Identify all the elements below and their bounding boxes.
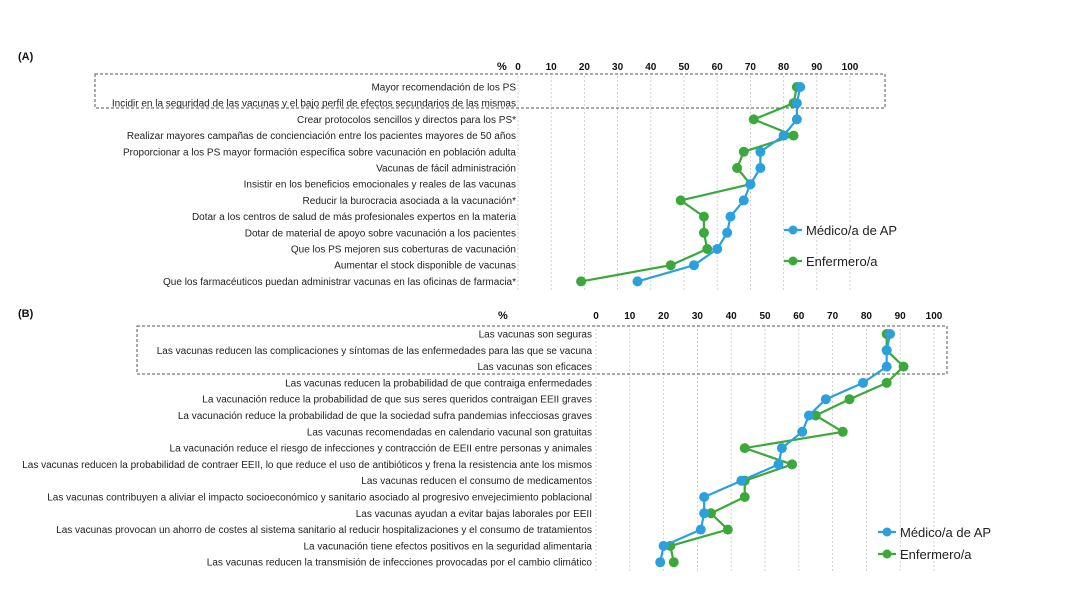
data-point-a-enfermero-7 (676, 195, 686, 205)
data-point-a-medico-1 (792, 98, 802, 108)
data-point-b-medico-1 (882, 345, 892, 355)
data-point-a-medico-9 (722, 228, 732, 238)
legend-marker-b-enfermero (883, 550, 892, 559)
category-label-a-11: Aumentar el stock disponible de vacunas (334, 260, 516, 272)
data-point-b-enfermero-4 (845, 394, 855, 404)
category-label-a-10: Que los PS mejoren sus coberturas de vacunación (290, 244, 516, 256)
category-label-a-8: Dotar a los centros de salud de más profesionales expertos en la materia (191, 212, 516, 224)
data-point-a-medico-12 (633, 276, 643, 286)
tick-label-b-90: 90 (894, 311, 906, 322)
tick-label-a-80: 80 (778, 62, 790, 73)
category-label-a-6: Insistir en los beneficios emocionales y reales de las vacunas (243, 179, 516, 191)
data-point-b-enfermero-6 (838, 427, 848, 437)
tick-label-b-60: 60 (793, 311, 805, 322)
data-point-a-medico-7 (739, 195, 749, 205)
category-label-a-5: Vacunas de fácil administración (376, 163, 516, 175)
data-point-a-enfermero-12 (576, 276, 586, 286)
tick-label-b-80: 80 (860, 311, 872, 322)
legend-label-a-enfermero: Enfermero/a (806, 254, 878, 269)
data-point-b-medico-0 (885, 329, 895, 339)
x-axis-unit-a: % (497, 61, 507, 73)
category-label-a-4: Proporcionar a los PS mayor formación específica sobre vacunación en población adulta (123, 147, 516, 159)
tick-label-a-10: 10 (545, 62, 557, 73)
data-point-b-medico-8 (774, 459, 784, 469)
tick-label-a-100: 100 (841, 62, 859, 73)
data-point-a-enfermero-5 (732, 163, 742, 173)
data-point-b-enfermero-8 (787, 459, 797, 469)
data-point-b-enfermero-10 (740, 492, 750, 502)
category-label-b-3: Las vacunas reducen la probabilidad de que contraiga enfermedades (285, 378, 592, 390)
category-label-b-12: Las vacunas provocan un ahorro de costes al sistema sanitario al reducir hospitalizaciones y el consumo de tratamientos (56, 525, 592, 537)
panel-label-b: (B) (18, 308, 34, 320)
data-point-a-medico-2 (792, 114, 802, 124)
category-label-b-7: La vacunación reduce el riesgo de infecciones y contracción de EEII entre personas y animales (169, 443, 592, 455)
data-point-b-medico-10 (699, 492, 709, 502)
chart-panel-b (0, 300, 1080, 608)
category-label-b-9: Las vacunas reducen el consumo de medicamentos (361, 476, 592, 488)
data-point-a-enfermero-3 (789, 131, 799, 141)
category-label-a-9: Dotar de material de apoyo sobre vacunación a los pacientes (244, 228, 516, 240)
data-point-b-medico-4 (821, 394, 831, 404)
tick-label-b-50: 50 (759, 311, 771, 322)
category-label-b-11: Las vacunas ayudan a evitar bajas laborales por EEII (355, 508, 592, 520)
legend-label-b-enfermero: Enfermero/a (900, 547, 972, 562)
series-line-b-medico (660, 334, 890, 562)
category-label-b-2: Las vacunas son eficaces (477, 362, 592, 374)
data-point-b-medico-7 (777, 443, 787, 453)
data-point-a-medico-10 (712, 244, 722, 254)
tick-label-b-20: 20 (658, 311, 670, 322)
category-label-b-4: La vacunación reduce la probabilidad de que sus seres queridos contraigan EEII graves (202, 394, 592, 406)
tick-label-b-40: 40 (725, 311, 737, 322)
category-label-b-5: La vacunación reduce la probabilidad de que la sociedad sufra pandemias infecciosas graves (177, 411, 592, 422)
chart-panel-a (0, 0, 1080, 300)
data-point-a-enfermero-11 (666, 260, 676, 270)
data-point-b-medico-11 (699, 508, 709, 518)
series-line-a-enfermero (581, 87, 797, 281)
data-point-b-medico-5 (804, 411, 814, 421)
data-point-a-medico-3 (779, 131, 789, 141)
category-label-b-14: Las vacunas reducen la transmisión de infecciones provocadas por el cambio climático (206, 557, 592, 569)
tick-label-b-30: 30 (691, 311, 703, 322)
tick-label-a-50: 50 (678, 62, 690, 73)
data-point-a-medico-0 (795, 82, 805, 92)
category-label-b-13: La vacunación tiene efectos positivos en la seguridad alimentaria (303, 541, 592, 553)
category-label-a-2: Crear protocolos sencillos y directos para los PS* (297, 114, 516, 126)
data-point-b-medico-9 (736, 476, 746, 486)
category-label-b-1: Las vacunas reducen las complicaciones y síntomas de las enfermedades para las que se vacuna (156, 345, 592, 357)
legend-marker-a-medico (789, 226, 798, 235)
data-point-a-enfermero-9 (699, 228, 709, 238)
data-point-a-medico-6 (745, 179, 755, 189)
legend-marker-b-medico (883, 528, 892, 537)
legend-label-b-medico: Médico/a de AP (900, 525, 992, 540)
data-point-a-medico-8 (725, 212, 735, 222)
panel-label-a: (A) (18, 51, 34, 63)
tick-label-b-0: 0 (593, 311, 599, 322)
category-label-a-0: Mayor recomendación de los PS (371, 82, 516, 94)
category-label-a-12: Que los farmacéuticos puedan administrar vacunas en las oficinas de farmacia* (163, 276, 516, 288)
data-point-b-medico-13 (659, 541, 669, 551)
data-point-b-enfermero-14 (669, 557, 679, 567)
tick-label-a-90: 90 (811, 62, 823, 73)
data-point-b-enfermero-3 (882, 378, 892, 388)
data-point-b-medico-14 (655, 557, 665, 567)
data-point-a-enfermero-2 (749, 114, 759, 124)
category-label-a-7: Reducir la burocracia asociada a la vacunación* (302, 195, 516, 207)
tick-label-a-70: 70 (744, 62, 756, 73)
data-point-a-medico-11 (689, 260, 699, 270)
data-point-a-enfermero-8 (699, 212, 709, 222)
data-point-b-medico-2 (882, 362, 892, 372)
x-axis-unit-b: % (498, 310, 508, 322)
category-label-b-10: Las vacunas contribuyen a aliviar el impacto socioeconómico y sanitario asociado al progresivo envejecimiento poblacional (47, 492, 592, 504)
tick-label-a-60: 60 (711, 62, 723, 73)
data-point-b-enfermero-7 (740, 443, 750, 453)
data-point-a-medico-5 (755, 163, 765, 173)
category-label-a-1: Incidir en la seguridad de las vacunas y el bajo perfil de efectos secundarios de las mismas (111, 98, 516, 110)
tick-label-b-100: 100 (925, 311, 943, 322)
tick-label-a-40: 40 (645, 62, 657, 73)
data-point-b-enfermero-2 (899, 362, 909, 372)
category-label-b-8: Las vacunas reducen la probabilidad de contraer EEII, lo que reduce el uso de antibióticos y frena la resistencia ante los mismos (22, 459, 592, 471)
tick-label-a-20: 20 (578, 62, 590, 73)
legend-label-a-medico: Médico/a de AP (806, 223, 898, 238)
data-point-b-enfermero-12 (723, 525, 733, 535)
data-point-a-medico-4 (755, 147, 765, 157)
legend-marker-a-enfermero (789, 257, 798, 266)
tick-label-a-30: 30 (612, 62, 624, 73)
tick-label-b-70: 70 (827, 311, 839, 322)
data-point-a-enfermero-4 (739, 147, 749, 157)
data-point-b-medico-12 (696, 525, 706, 535)
category-label-b-0: Las vacunas son seguras (478, 329, 592, 341)
category-label-a-3: Realizar mayores campañas de concienciación entre los pacientes mayores de 50 años (126, 131, 516, 143)
tick-label-b-10: 10 (624, 311, 636, 322)
tick-label-a-0: 0 (515, 62, 521, 73)
category-label-b-6: Las vacunas recomendadas en calendario vacunal son gratuitas (306, 427, 592, 439)
data-point-b-medico-3 (858, 378, 868, 388)
data-point-b-medico-6 (797, 427, 807, 437)
